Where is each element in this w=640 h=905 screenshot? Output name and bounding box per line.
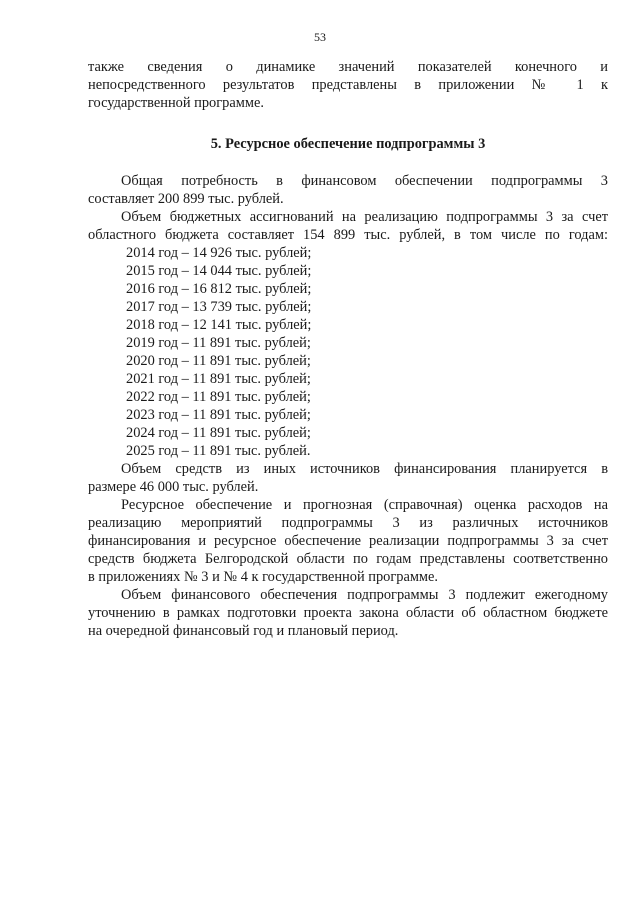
year-item: 2014 год – 14 926 тыс. рублей; xyxy=(126,245,312,261)
need-paragraph xyxy=(88,172,608,208)
text-line: реализацию мероприятий подпрограммы 3 из различных источников xyxy=(88,515,608,531)
year-item: 2023 год – 11 891 тыс. рублей; xyxy=(126,407,311,423)
year-list xyxy=(88,244,608,460)
year-item: 2021 год – 11 891 тыс. рублей; xyxy=(126,371,311,387)
text-line: Общая потребность в финансовом обеспечении подпрограммы 3 xyxy=(121,173,608,189)
text-line: в приложениях № 3 и № 4 к государственной программе. xyxy=(88,569,439,585)
year-item: 2024 год – 11 891 тыс. рублей; xyxy=(126,425,311,441)
year-item: 2019 год – 11 891 тыс. рублей; xyxy=(126,335,311,351)
text-line: Объем средств из иных источников финансирования планируется в xyxy=(121,461,608,477)
year-item: 2018 год – 12 141 тыс. рублей; xyxy=(126,317,312,333)
text-line: размере 46 000 тыс. рублей. xyxy=(88,479,259,495)
budget-paragraph xyxy=(88,208,608,244)
volume-paragraph xyxy=(88,586,608,640)
text-line: средств бюджета Белгородской области по годам представлены соответственно xyxy=(88,551,608,567)
year-item: 2015 год – 14 044 тыс. рублей; xyxy=(126,263,312,279)
intro-paragraph xyxy=(88,58,608,112)
page-number: 53 xyxy=(314,30,326,44)
year-item: 2025 год – 11 891 тыс. рублей. xyxy=(126,443,311,459)
other-sources-paragraph xyxy=(88,460,608,496)
text-line: непосредственного результатов представлены в приложении № 1 к xyxy=(88,77,608,93)
year-item: 2017 год – 13 739 тыс. рублей; xyxy=(126,299,312,315)
year-item: 2016 год – 16 812 тыс. рублей; xyxy=(126,281,312,297)
text-line: государственной программе. xyxy=(88,95,264,111)
text-line: финансирования и ресурсное обеспечение реализации подпрограммы 3 за счет xyxy=(88,533,608,549)
section-title: 5. Ресурсное обеспечение подпрограммы 3 xyxy=(210,136,486,152)
text-line: также сведения о динамике значений показателей конечного и xyxy=(88,59,608,75)
text-line: Объем бюджетных ассигнований на реализацию подпрограммы 3 за счет xyxy=(121,209,608,225)
text-line: областного бюджета составляет 154 899 тыс. рублей, в том числе по годам: xyxy=(88,227,608,243)
text-line: Объем финансового обеспечения подпрограммы 3 подлежит ежегодному xyxy=(121,587,608,603)
text-line: Ресурсное обеспечение и прогнозная (справочная) оценка расходов на xyxy=(121,497,608,513)
text-line: уточнению в рамках подготовки проекта закона области об областном бюджете xyxy=(88,605,608,621)
text-line: составляет 200 899 тыс. рублей. xyxy=(88,191,284,207)
resource-paragraph xyxy=(88,496,608,586)
text-line: на очередной финансовый год и плановый период. xyxy=(88,623,399,639)
document-body xyxy=(88,58,608,640)
year-item: 2022 год – 11 891 тыс. рублей; xyxy=(126,389,311,405)
year-item: 2020 год – 11 891 тыс. рублей; xyxy=(126,353,311,369)
